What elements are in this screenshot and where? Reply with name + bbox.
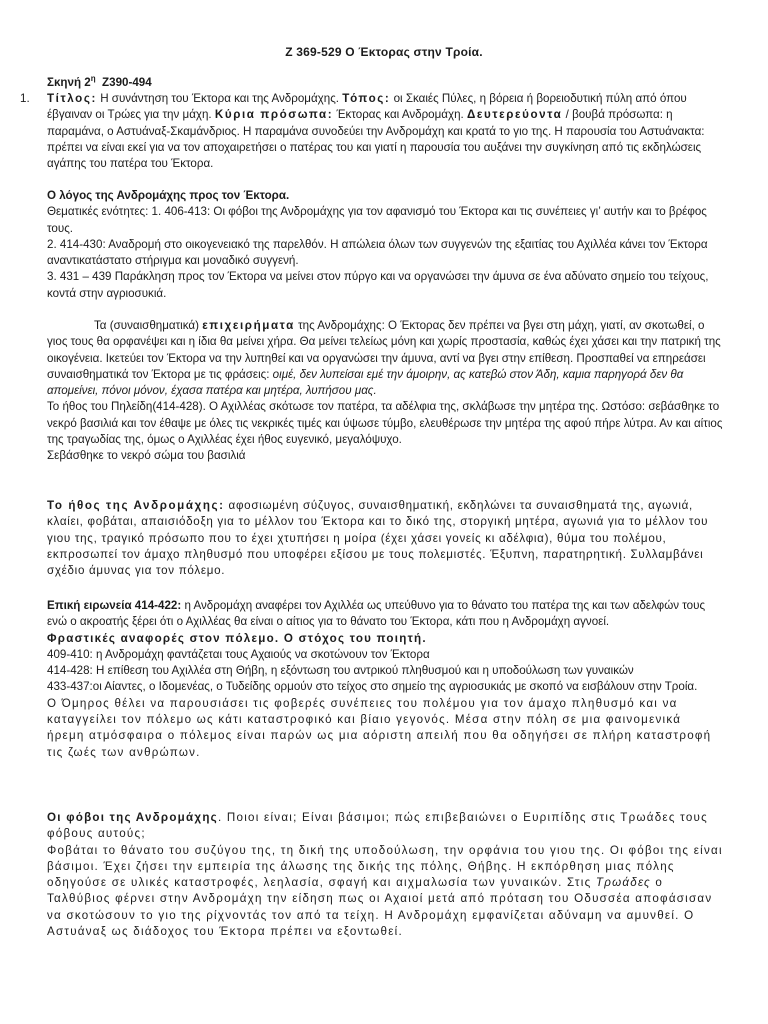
secondary-persons-label: Δευτερεύοντα xyxy=(467,108,563,122)
page-title: Ζ 369-529 Ο Έκτορας στην Τροία. xyxy=(285,45,483,59)
irony-text: η Ανδρομάχη αναφέρει τον Αχιλλέα ως υπεύθυνο για το θάνατο του πατέρα της και των αδελφών τους ενώ ο ακροατής ξέρει ότι ο Αχιλλέας θα είναι ο αίτιος για το θάνατο του Έκτορα, κάτι που η Ανδρομάχη αγνοεί. xyxy=(47,599,706,629)
arguments-paragraph xyxy=(47,318,723,399)
fears-text-b: ο Ταλθύβιος φέρνει στην Ανδρομάχη την είδηση πως οι Αχαιοί μετά από πρόταση του Οδυσσέα αποφάσισαν να σκοτώσουν το γιο της ρίχνοντάς τον από τα τείχη. Η Ανδρομάχη εμφανίζεται αδύναμη να αμυνθεί. Ο Αστυάναξ ως διάδοχος του Έκτορα πρέπει να εξοντωθεί. xyxy=(47,876,713,939)
fears-question-text: . Ποιοι είναι; Είναι βάσιμοι; πώς επιβεβαιώνει ο Ευριπίδης στις Τρωάδες τους φόβους αυτούς; xyxy=(47,811,708,841)
scene-range: Ζ390-494 xyxy=(102,76,152,89)
fears-text-a: Φοβάται το θάνατο του συζύγου της, τη δική της υποδούλωση, την ορφάνια του γιου της. Οι φόβοι της είναι βάσιμοι. Έχει ζήσει την εμπειρία της άλωσης της δικής της πόλης, Θήβης. Η εκπόρθηση μιας πόλης οδηγούσε σε υλικές καταστροφές, λεηλασία, σφαγή και αιχμαλωσία των γυναικών. Στις xyxy=(47,843,723,890)
title-text: Η συνάντηση του Έκτορα και της Ανδρομάχης. xyxy=(96,92,343,105)
poet-aim-paragraph: Ο Όμηρος θέλει να παρουσιάσει τις φοβερές συνέπειες του πολέμου για τον άμαχο πληθυσμό και να καταγγείλει τον πόλεμο ως κάτι καταστροφικό και βίαιο γεγονός. Μέσα στην πόλη σε μια φαινομενικά ήρεμη ατμόσφαιρα ο πόλεμος είναι παρών ως μια αόριστη απειλή που θα οδηγήσει σε πλήρη καταστροφή τις ζωές των ανθρώπων. xyxy=(47,696,712,759)
speech-section xyxy=(47,188,723,302)
scene-superscript: η xyxy=(90,74,96,84)
arguments-text: της Ανδρομάχης: Ο Έκτορας δεν πρέπει να βγει στη μάχη, γιατί, αν σκοτωθεί, ο γιος τους θα ορφανέψει και η ίδια θα μείνει χήρα. Θα μείνει τελείως μόνη και χωρίς προστασία, καθώς έχει χάσει και την πατρική της οικογένεια. Ικετεύει τον Έκτορα να την λυπηθεί και να οργανώσει την άμυνα, αντί να βγει στην επίθεση. Προσπαθεί να επηρεάσει συναισθηματικά τον Έκτορα με τις φράσεις: xyxy=(47,319,721,381)
arguments-quote: οιμέ, δεν λυπείσαι εμέ την άμοιρην, ας κατεβώ στον Άδη, καμια παρηγορά δεν θα απομείνει, πόνοι μόνον, έχασα πατέρα και μητέρα, λυπήσου μας. xyxy=(47,367,684,398)
war-reference-1: 409-410: η Ανδρομάχη φαντάζεται τους Αχαιούς να σκοτώνουν τον Έκτορα xyxy=(47,647,430,661)
achilles-ethos: Το ήθος του Πηλείδη(414-428). Ο Αχιλλέας σκότωσε τον πατέρα, τα αδέλφια της, σκλάβωσε την μητέρα της. Ωστόσο: σεβάσθηκε το νεκρό βασιλιά και τον έθαψε με όλες τις νεκρικές τιμές και ύψωσε τύμβο, ελευθέρωσε την μητέρα της αφού πήρε λύτρα. Αν και αίτιος της τραγωδίας της, όμως ο Αχιλλέας έχει ήθος ευγενικό, μεγαλόψυχο. xyxy=(47,400,723,447)
fears-question xyxy=(47,810,723,843)
achilles-ethos-end: Σεβάσθηκε το νεκρό σώμα του βασιλιά xyxy=(47,449,246,463)
arguments-lead: Τα (συναισθηματικά) xyxy=(94,319,203,332)
thematic-unit-2: 2. 414-430: Αναδρομή στο οικογενειακό της παρελθόν. Η απώλεια όλων των συγγενών της εξαιτίας του Αχιλλέα κάνει τον Έκτορα αναντικατάστατο στήριγμα και μοναδικό συγγενή. xyxy=(47,237,708,268)
intro-section xyxy=(47,91,723,172)
title-label: Τίτλος: xyxy=(47,92,97,105)
speech-heading: Ο λόγος της Ανδρομάχης προς τον Έκτορα. xyxy=(47,189,290,202)
intro-paragraph xyxy=(47,91,723,172)
fears-label: Οι φόβοι της Ανδρομάχης xyxy=(47,811,218,824)
scene-label: Σκηνή 2 xyxy=(47,76,91,89)
war-references-heading: Φραστικές αναφορές στον πόλεμο. Ο στόχος του ποιητή. xyxy=(47,631,427,645)
scene-heading xyxy=(47,75,723,91)
thematic-unit-1: Θεματικές ενότητες: 1. 406-413: Οι φόβοι της Ανδρομάχης για τον αφανισμό του Έκτορα και τις συνέπειες γι’ αυτήν και το βρέφος τους. xyxy=(47,205,707,235)
place-label: Τόπος: xyxy=(342,92,391,105)
ethos-section xyxy=(47,498,723,579)
fears-work-title: Τρωάδες xyxy=(595,876,651,890)
ethos-label: Το ήθος της Ανδρομάχης: xyxy=(47,499,225,512)
arguments-keyword: επιχειρήματα xyxy=(202,319,295,332)
irony-paragraph xyxy=(47,598,723,631)
main-persons-text: Έκτορας και Ανδρομάχη. xyxy=(333,108,467,122)
ethos-paragraph xyxy=(47,498,723,579)
war-reference-3: 433-437:οι Αίαντες, ο Ιδομενέας, ο Τυδείδης ορμούν στο τείχος στο σημείο της αγριοσυκιάς με σκοπό να εισβάλουν στην Τροία. xyxy=(47,680,698,694)
main-persons-label: Κύρια πρόσωπα: xyxy=(214,108,334,122)
fears-section xyxy=(47,810,723,940)
secondary-persons-text: / βουβά πρόσωπα: η παραμάνα, ο Αστυάναξ-Σκαμάνδριος. Η παραμάνα συνοδεύει την Ανδρομάχη και κρατά το γιο της. Η παρουσία του Αστυάνακτα: πρέπει να είναι εκεί για να τον αποχαιρετήσει ο πατέρας του και γιατί η παρουσία του αυξάνει την συγκίνηση από τις εκδηλώσεις αγάπης του πατέρα του Έκτορα. xyxy=(47,108,705,171)
arguments-section xyxy=(47,318,723,465)
place-text: οι Σκαιές Πύλες, η βόρεια ή βορειοδυτική πύλη από όπου έβγαιναν οι Τρώες για την μάχη. xyxy=(47,92,687,122)
ethos-text: αφοσιωμένη σύζυγος, συναισθηματική, εκδηλώνει τα συναισθηματά της, αγωνιά, κλαίει, φοβάται, απαισιόδοξη για το μέλλον του Έκτορα και το δικό της, στοργική μητέρα, αγωνιά για το μέλλον του γιου της, τραγικό πρόσωπο που το έχει χτυπήσει η μοίρα (έχει χάσει γονείς κι αδέλφια), θύμα του πολέμου, εκπροσωπεί τον άμαχο πληθυσμό που υποφέρει εξίσου με τους πολεμιστές. Έξυπνη, παρατηρητική. Συλλαμβάνει σχέδιο άμυνας για τον πόλεμο. xyxy=(47,499,709,578)
irony-section xyxy=(47,598,723,761)
fears-answer xyxy=(47,843,723,941)
thematic-unit-3: 3. 431 – 439 Παράκληση προς τον Έκτορα να μείνει στον πύργο και να οργανώσει την άμυνα σε ένα αδύνατο σημείο του τείχους, κοντά στην αγριοσυκιά. xyxy=(47,270,709,300)
item-number: 1. xyxy=(20,92,30,105)
war-reference-2: 414-428: Η επίθεση του Αχιλλέα στη Θήβη, η εξόντωση του αντρικού πληθυσμού και η υποδούλωση των γυναικών xyxy=(47,664,634,678)
irony-label: Επική ειρωνεία 414-422: xyxy=(47,599,182,612)
